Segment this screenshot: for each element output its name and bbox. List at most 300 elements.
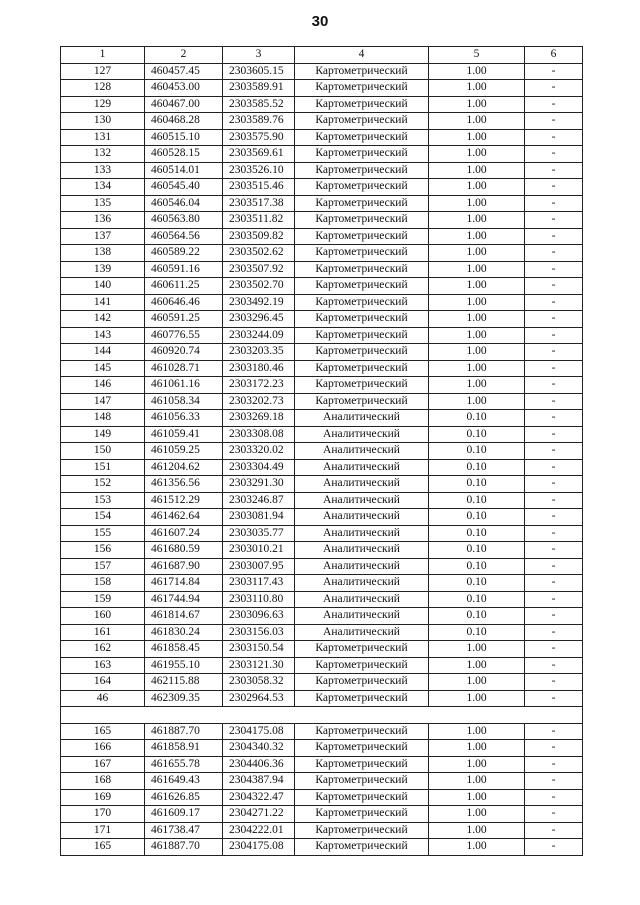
header-col-4: 4 xyxy=(295,47,429,64)
point-number-cell: 165 xyxy=(61,839,145,856)
accuracy-cell: 1.00 xyxy=(429,773,525,790)
table-row xyxy=(61,839,583,856)
y-coordinate-cell: 2303244.09 xyxy=(223,327,295,344)
point-number-cell: 163 xyxy=(61,657,145,674)
point-number-cell: 135 xyxy=(61,195,145,212)
point-number-cell: 128 xyxy=(61,80,145,97)
point-number-cell: 158 xyxy=(61,575,145,592)
method-cell: Картометрический xyxy=(295,327,429,344)
method-cell: Картометрический xyxy=(295,756,429,773)
table-row xyxy=(61,641,583,658)
note-cell: - xyxy=(525,773,583,790)
table-row xyxy=(61,657,583,674)
table-body xyxy=(61,63,583,855)
y-coordinate-cell: 2303117.43 xyxy=(223,575,295,592)
accuracy-cell: 1.00 xyxy=(429,674,525,691)
accuracy-cell: 0.10 xyxy=(429,426,525,443)
x-coordinate-cell: 460468.28 xyxy=(145,113,223,130)
y-coordinate-cell: 2303172.23 xyxy=(223,377,295,394)
x-coordinate-cell: 461059.41 xyxy=(145,426,223,443)
table-row xyxy=(61,278,583,295)
point-number-cell: 157 xyxy=(61,558,145,575)
y-coordinate-cell: 2303150.54 xyxy=(223,641,295,658)
note-cell: - xyxy=(525,674,583,691)
x-coordinate-cell: 461626.85 xyxy=(145,789,223,806)
table-row xyxy=(61,690,583,707)
point-number-cell: 147 xyxy=(61,393,145,410)
note-cell: - xyxy=(525,459,583,476)
accuracy-cell: 1.00 xyxy=(429,63,525,80)
method-cell: Картометрический xyxy=(295,806,429,823)
note-cell: - xyxy=(525,245,583,262)
table-row xyxy=(61,459,583,476)
method-cell: Картометрический xyxy=(295,245,429,262)
accuracy-cell: 0.10 xyxy=(429,542,525,559)
accuracy-cell: 1.00 xyxy=(429,657,525,674)
point-number-cell: 142 xyxy=(61,311,145,328)
point-number-cell: 165 xyxy=(61,723,145,740)
table-spacer-row xyxy=(61,707,583,724)
accuracy-cell: 1.00 xyxy=(429,80,525,97)
table-row xyxy=(61,723,583,740)
y-coordinate-cell: 2303502.70 xyxy=(223,278,295,295)
note-cell: - xyxy=(525,228,583,245)
method-cell: Картометрический xyxy=(295,740,429,757)
point-number-cell: 161 xyxy=(61,624,145,641)
method-cell: Аналитический xyxy=(295,410,429,427)
table-row xyxy=(61,674,583,691)
table-row xyxy=(61,426,583,443)
point-number-cell: 127 xyxy=(61,63,145,80)
y-coordinate-cell: 2304387.94 xyxy=(223,773,295,790)
x-coordinate-cell: 461059.25 xyxy=(145,443,223,460)
point-number-cell: 151 xyxy=(61,459,145,476)
table-row xyxy=(61,608,583,625)
method-cell: Картометрический xyxy=(295,723,429,740)
y-coordinate-cell: 2303110.80 xyxy=(223,591,295,608)
table-row xyxy=(61,558,583,575)
note-cell: - xyxy=(525,641,583,658)
note-cell: - xyxy=(525,162,583,179)
y-coordinate-cell: 2303203.35 xyxy=(223,344,295,361)
y-coordinate-cell: 2303202.73 xyxy=(223,393,295,410)
y-coordinate-cell: 2303517.38 xyxy=(223,195,295,212)
note-cell: - xyxy=(525,377,583,394)
note-cell: - xyxy=(525,558,583,575)
x-coordinate-cell: 461738.47 xyxy=(145,822,223,839)
note-cell: - xyxy=(525,410,583,427)
x-coordinate-cell: 461744.94 xyxy=(145,591,223,608)
note-cell: - xyxy=(525,525,583,542)
table-row xyxy=(61,228,583,245)
y-coordinate-cell: 2303246.87 xyxy=(223,492,295,509)
accuracy-cell: 1.00 xyxy=(429,228,525,245)
accuracy-cell: 1.00 xyxy=(429,113,525,130)
accuracy-cell: 1.00 xyxy=(429,756,525,773)
method-cell: Картометрический xyxy=(295,212,429,229)
accuracy-cell: 1.00 xyxy=(429,96,525,113)
y-coordinate-cell: 2303605.15 xyxy=(223,63,295,80)
accuracy-cell: 1.00 xyxy=(429,822,525,839)
table-row xyxy=(61,80,583,97)
table-row xyxy=(61,542,583,559)
header-col-1: 1 xyxy=(61,47,145,64)
point-number-cell: 168 xyxy=(61,773,145,790)
y-coordinate-cell: 2302964.53 xyxy=(223,690,295,707)
table-row xyxy=(61,360,583,377)
table-row xyxy=(61,212,583,229)
note-cell: - xyxy=(525,179,583,196)
accuracy-cell: 1.00 xyxy=(429,377,525,394)
method-cell: Аналитический xyxy=(295,476,429,493)
y-coordinate-cell: 2303058.32 xyxy=(223,674,295,691)
y-coordinate-cell: 2304271.22 xyxy=(223,806,295,823)
y-coordinate-cell: 2303096.63 xyxy=(223,608,295,625)
accuracy-cell: 0.10 xyxy=(429,575,525,592)
point-number-cell: 154 xyxy=(61,509,145,526)
accuracy-cell: 0.10 xyxy=(429,558,525,575)
accuracy-cell: 1.00 xyxy=(429,195,525,212)
table-row xyxy=(61,327,583,344)
method-cell: Картометрический xyxy=(295,690,429,707)
y-coordinate-cell: 2303575.90 xyxy=(223,129,295,146)
table-row xyxy=(61,740,583,757)
method-cell: Аналитический xyxy=(295,426,429,443)
x-coordinate-cell: 461028.71 xyxy=(145,360,223,377)
note-cell: - xyxy=(525,393,583,410)
point-number-cell: 46 xyxy=(61,690,145,707)
method-cell: Картометрический xyxy=(295,839,429,856)
x-coordinate-cell: 460467.00 xyxy=(145,96,223,113)
method-cell: Картометрический xyxy=(295,162,429,179)
y-coordinate-cell: 2303156.03 xyxy=(223,624,295,641)
x-coordinate-cell: 460457.45 xyxy=(145,63,223,80)
accuracy-cell: 0.10 xyxy=(429,492,525,509)
point-number-cell: 134 xyxy=(61,179,145,196)
table-row xyxy=(61,822,583,839)
point-number-cell: 130 xyxy=(61,113,145,130)
note-cell: - xyxy=(525,96,583,113)
method-cell: Картометрический xyxy=(295,360,429,377)
table-row xyxy=(61,624,583,641)
y-coordinate-cell: 2303081.94 xyxy=(223,509,295,526)
method-cell: Аналитический xyxy=(295,509,429,526)
y-coordinate-cell: 2303502.62 xyxy=(223,245,295,262)
method-cell: Картометрический xyxy=(295,63,429,80)
point-number-cell: 138 xyxy=(61,245,145,262)
y-coordinate-cell: 2303589.76 xyxy=(223,113,295,130)
note-cell: - xyxy=(525,492,583,509)
x-coordinate-cell: 460545.40 xyxy=(145,179,223,196)
table-row xyxy=(61,410,583,427)
x-coordinate-cell: 461714.84 xyxy=(145,575,223,592)
point-number-cell: 159 xyxy=(61,591,145,608)
accuracy-cell: 0.10 xyxy=(429,591,525,608)
note-cell: - xyxy=(525,146,583,163)
note-cell: - xyxy=(525,129,583,146)
point-number-cell: 167 xyxy=(61,756,145,773)
method-cell: Аналитический xyxy=(295,575,429,592)
method-cell: Картометрический xyxy=(295,96,429,113)
y-coordinate-cell: 2303589.91 xyxy=(223,80,295,97)
x-coordinate-cell: 461955.10 xyxy=(145,657,223,674)
y-coordinate-cell: 2304406.36 xyxy=(223,756,295,773)
coordinates-table xyxy=(60,46,583,856)
point-number-cell: 141 xyxy=(61,294,145,311)
note-cell: - xyxy=(525,839,583,856)
x-coordinate-cell: 460776.55 xyxy=(145,327,223,344)
method-cell: Картометрический xyxy=(295,344,429,361)
note-cell: - xyxy=(525,80,583,97)
note-cell: - xyxy=(525,756,583,773)
method-cell: Картометрический xyxy=(295,822,429,839)
accuracy-cell: 1.00 xyxy=(429,393,525,410)
x-coordinate-cell: 460646.46 xyxy=(145,294,223,311)
point-number-cell: 156 xyxy=(61,542,145,559)
y-coordinate-cell: 2303585.52 xyxy=(223,96,295,113)
note-cell: - xyxy=(525,657,583,674)
table-row xyxy=(61,443,583,460)
accuracy-cell: 1.00 xyxy=(429,261,525,278)
method-cell: Картометрический xyxy=(295,674,429,691)
point-number-cell: 164 xyxy=(61,674,145,691)
accuracy-cell: 1.00 xyxy=(429,344,525,361)
accuracy-cell: 1.00 xyxy=(429,723,525,740)
method-cell: Картометрический xyxy=(295,179,429,196)
note-cell: - xyxy=(525,822,583,839)
x-coordinate-cell: 460563.80 xyxy=(145,212,223,229)
method-cell: Картометрический xyxy=(295,311,429,328)
point-number-cell: 140 xyxy=(61,278,145,295)
point-number-cell: 166 xyxy=(61,740,145,757)
accuracy-cell: 1.00 xyxy=(429,179,525,196)
table-row xyxy=(61,393,583,410)
accuracy-cell: 1.00 xyxy=(429,641,525,658)
note-cell: - xyxy=(525,542,583,559)
table-row xyxy=(61,575,583,592)
accuracy-cell: 0.10 xyxy=(429,443,525,460)
y-coordinate-cell: 2304175.08 xyxy=(223,839,295,856)
accuracy-cell: 1.00 xyxy=(429,839,525,856)
y-coordinate-cell: 2303121.30 xyxy=(223,657,295,674)
point-number-cell: 144 xyxy=(61,344,145,361)
y-coordinate-cell: 2303296.45 xyxy=(223,311,295,328)
method-cell: Аналитический xyxy=(295,624,429,641)
method-cell: Аналитический xyxy=(295,558,429,575)
note-cell: - xyxy=(525,195,583,212)
x-coordinate-cell: 460514.01 xyxy=(145,162,223,179)
header-col-2: 2 xyxy=(145,47,223,64)
table-row xyxy=(61,509,583,526)
x-coordinate-cell: 460611.25 xyxy=(145,278,223,295)
point-number-cell: 155 xyxy=(61,525,145,542)
table-row xyxy=(61,476,583,493)
y-coordinate-cell: 2303511.82 xyxy=(223,212,295,229)
point-number-cell: 171 xyxy=(61,822,145,839)
note-cell: - xyxy=(525,63,583,80)
y-coordinate-cell: 2303007.95 xyxy=(223,558,295,575)
y-coordinate-cell: 2304222.01 xyxy=(223,822,295,839)
point-number-cell: 160 xyxy=(61,608,145,625)
table-row xyxy=(61,591,583,608)
header-col-5: 5 xyxy=(429,47,525,64)
note-cell: - xyxy=(525,294,583,311)
note-cell: - xyxy=(525,443,583,460)
note-cell: - xyxy=(525,690,583,707)
x-coordinate-cell: 460564.56 xyxy=(145,228,223,245)
method-cell: Картометрический xyxy=(295,393,429,410)
spacer-cell xyxy=(61,707,583,724)
note-cell: - xyxy=(525,575,583,592)
x-coordinate-cell: 461687.90 xyxy=(145,558,223,575)
point-number-cell: 136 xyxy=(61,212,145,229)
x-coordinate-cell: 461607.24 xyxy=(145,525,223,542)
note-cell: - xyxy=(525,426,583,443)
x-coordinate-cell: 461887.70 xyxy=(145,723,223,740)
x-coordinate-cell: 460528.15 xyxy=(145,146,223,163)
y-coordinate-cell: 2303291.30 xyxy=(223,476,295,493)
method-cell: Аналитический xyxy=(295,542,429,559)
y-coordinate-cell: 2303035.77 xyxy=(223,525,295,542)
y-coordinate-cell: 2304340.32 xyxy=(223,740,295,757)
method-cell: Картометрический xyxy=(295,377,429,394)
table-row xyxy=(61,806,583,823)
note-cell: - xyxy=(525,789,583,806)
point-number-cell: 129 xyxy=(61,96,145,113)
point-number-cell: 148 xyxy=(61,410,145,427)
table-row xyxy=(61,261,583,278)
table-row xyxy=(61,146,583,163)
accuracy-cell: 1.00 xyxy=(429,360,525,377)
x-coordinate-cell: 462309.35 xyxy=(145,690,223,707)
table-row xyxy=(61,129,583,146)
y-coordinate-cell: 2303010.21 xyxy=(223,542,295,559)
accuracy-cell: 0.10 xyxy=(429,476,525,493)
x-coordinate-cell: 460546.04 xyxy=(145,195,223,212)
x-coordinate-cell: 461858.45 xyxy=(145,641,223,658)
x-coordinate-cell: 461058.34 xyxy=(145,393,223,410)
table-row xyxy=(61,311,583,328)
method-cell: Картометрический xyxy=(295,789,429,806)
note-cell: - xyxy=(525,311,583,328)
header-col-6: 6 xyxy=(525,47,583,64)
x-coordinate-cell: 460515.10 xyxy=(145,129,223,146)
y-coordinate-cell: 2304175.08 xyxy=(223,723,295,740)
x-coordinate-cell: 461649.43 xyxy=(145,773,223,790)
method-cell: Аналитический xyxy=(295,608,429,625)
accuracy-cell: 0.10 xyxy=(429,509,525,526)
x-coordinate-cell: 461356.56 xyxy=(145,476,223,493)
note-cell: - xyxy=(525,723,583,740)
table-row xyxy=(61,63,583,80)
accuracy-cell: 1.00 xyxy=(429,278,525,295)
x-coordinate-cell: 461858.91 xyxy=(145,740,223,757)
method-cell: Аналитический xyxy=(295,443,429,460)
note-cell: - xyxy=(525,278,583,295)
point-number-cell: 139 xyxy=(61,261,145,278)
x-coordinate-cell: 461814.67 xyxy=(145,608,223,625)
note-cell: - xyxy=(525,740,583,757)
point-number-cell: 146 xyxy=(61,377,145,394)
note-cell: - xyxy=(525,212,583,229)
accuracy-cell: 1.00 xyxy=(429,690,525,707)
method-cell: Аналитический xyxy=(295,492,429,509)
method-cell: Картометрический xyxy=(295,195,429,212)
accuracy-cell: 1.00 xyxy=(429,327,525,344)
method-cell: Картометрический xyxy=(295,641,429,658)
accuracy-cell: 0.10 xyxy=(429,410,525,427)
method-cell: Картометрический xyxy=(295,113,429,130)
note-cell: - xyxy=(525,344,583,361)
table-row xyxy=(61,756,583,773)
note-cell: - xyxy=(525,261,583,278)
y-coordinate-cell: 2303492.19 xyxy=(223,294,295,311)
point-number-cell: 169 xyxy=(61,789,145,806)
accuracy-cell: 1.00 xyxy=(429,212,525,229)
method-cell: Картометрический xyxy=(295,278,429,295)
point-number-cell: 162 xyxy=(61,641,145,658)
x-coordinate-cell: 461056.33 xyxy=(145,410,223,427)
x-coordinate-cell: 461204.62 xyxy=(145,459,223,476)
note-cell: - xyxy=(525,624,583,641)
y-coordinate-cell: 2303507.92 xyxy=(223,261,295,278)
table-row xyxy=(61,96,583,113)
method-cell: Аналитический xyxy=(295,459,429,476)
table-row xyxy=(61,525,583,542)
method-cell: Картометрический xyxy=(295,261,429,278)
table-row xyxy=(61,162,583,179)
y-coordinate-cell: 2304322.47 xyxy=(223,789,295,806)
accuracy-cell: 0.10 xyxy=(429,459,525,476)
point-number-cell: 152 xyxy=(61,476,145,493)
x-coordinate-cell: 460920.74 xyxy=(145,344,223,361)
note-cell: - xyxy=(525,608,583,625)
table-row xyxy=(61,195,583,212)
accuracy-cell: 1.00 xyxy=(429,740,525,757)
table-row xyxy=(61,179,583,196)
method-cell: Картометрический xyxy=(295,228,429,245)
point-number-cell: 145 xyxy=(61,360,145,377)
point-number-cell: 137 xyxy=(61,228,145,245)
x-coordinate-cell: 461830.24 xyxy=(145,624,223,641)
accuracy-cell: 1.00 xyxy=(429,294,525,311)
y-coordinate-cell: 2303304.49 xyxy=(223,459,295,476)
accuracy-cell: 1.00 xyxy=(429,806,525,823)
x-coordinate-cell: 461462.64 xyxy=(145,509,223,526)
y-coordinate-cell: 2303269.18 xyxy=(223,410,295,427)
x-coordinate-cell: 461512.29 xyxy=(145,492,223,509)
y-coordinate-cell: 2303308.08 xyxy=(223,426,295,443)
y-coordinate-cell: 2303320.02 xyxy=(223,443,295,460)
note-cell: - xyxy=(525,476,583,493)
method-cell: Аналитический xyxy=(295,591,429,608)
y-coordinate-cell: 2303180.46 xyxy=(223,360,295,377)
note-cell: - xyxy=(525,806,583,823)
table-row xyxy=(61,377,583,394)
table-row xyxy=(61,113,583,130)
note-cell: - xyxy=(525,591,583,608)
method-cell: Картометрический xyxy=(295,773,429,790)
note-cell: - xyxy=(525,509,583,526)
note-cell: - xyxy=(525,113,583,130)
y-coordinate-cell: 2303509.82 xyxy=(223,228,295,245)
x-coordinate-cell: 461061.16 xyxy=(145,377,223,394)
accuracy-cell: 1.00 xyxy=(429,162,525,179)
method-cell: Картометрический xyxy=(295,129,429,146)
note-cell: - xyxy=(525,360,583,377)
table-header-row xyxy=(61,47,583,64)
accuracy-cell: 0.10 xyxy=(429,608,525,625)
